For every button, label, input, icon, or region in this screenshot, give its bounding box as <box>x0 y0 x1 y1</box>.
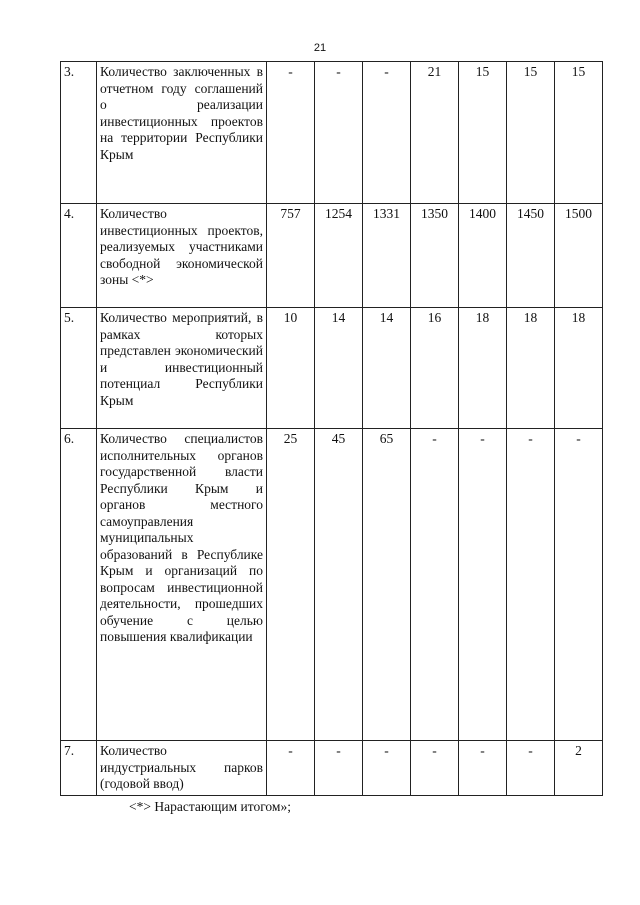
value-cell: - <box>315 741 363 796</box>
value-cell: 18 <box>507 308 555 429</box>
page-number: 21 <box>313 42 327 54</box>
table-row <box>61 204 603 308</box>
value-cell: 10 <box>267 308 315 429</box>
value-cell: - <box>363 741 411 796</box>
value-cell: 18 <box>459 308 507 429</box>
table-row <box>61 741 603 796</box>
footnote: <*> Нарастающим итогом»; <box>129 799 291 814</box>
value-cell: 65 <box>363 429 411 741</box>
row-number: 7. <box>61 741 97 796</box>
value-cell: - <box>459 741 507 796</box>
value-cell: 21 <box>411 62 459 204</box>
value-cell: 1400 <box>459 204 507 308</box>
value-cell: - <box>315 62 363 204</box>
value-cell: 15 <box>459 62 507 204</box>
row-number: 6. <box>61 429 97 741</box>
value-cell: 45 <box>315 429 363 741</box>
value-cell: 16 <box>411 308 459 429</box>
row-number: 5. <box>61 308 97 429</box>
value-cell: 14 <box>363 308 411 429</box>
value-cell: 1350 <box>411 204 459 308</box>
value-cell: - <box>411 429 459 741</box>
indicator-description: Количество специалистов исполнительных органов государственной власти Республики Крым и органов местного самоуправления муниципальных образований в Республике Крым и организаций по вопросам инвестиционной деятельности, прошедших обучение с целью повышения квалификации <box>97 429 267 741</box>
value-cell: 14 <box>315 308 363 429</box>
value-cell: - <box>363 62 411 204</box>
value-cell: - <box>507 429 555 741</box>
value-cell: - <box>459 429 507 741</box>
value-cell: 15 <box>555 62 603 204</box>
indicator-description: Количество заключенных в отчетном году соглашений о реализации инвестиционных проектов на территории Республики Крым <box>97 62 267 204</box>
table-row <box>61 429 603 741</box>
table-row <box>61 308 603 429</box>
indicator-description: Количество индустриальных парков (годовой ввод) <box>97 741 267 796</box>
value-cell: 1331 <box>363 204 411 308</box>
indicator-description: Количество инвестиционных проектов, реализуемых участниками свободной экономической зоны <*> <box>97 204 267 308</box>
value-cell: 1450 <box>507 204 555 308</box>
value-cell: 18 <box>555 308 603 429</box>
value-cell: - <box>267 62 315 204</box>
value-cell: - <box>555 429 603 741</box>
indicator-description: Количество мероприятий, в рамках которых представлен экономический и инвестиционный потенциал Республики Крым <box>97 308 267 429</box>
table-row <box>61 62 603 204</box>
value-cell: 1500 <box>555 204 603 308</box>
value-cell: 25 <box>267 429 315 741</box>
value-cell: - <box>411 741 459 796</box>
row-number: 4. <box>61 204 97 308</box>
value-cell: 15 <box>507 62 555 204</box>
row-number: 3. <box>61 62 97 204</box>
value-cell: - <box>507 741 555 796</box>
indicators-table <box>60 61 603 796</box>
value-cell: 1254 <box>315 204 363 308</box>
value-cell: 757 <box>267 204 315 308</box>
value-cell: 2 <box>555 741 603 796</box>
value-cell: - <box>267 741 315 796</box>
